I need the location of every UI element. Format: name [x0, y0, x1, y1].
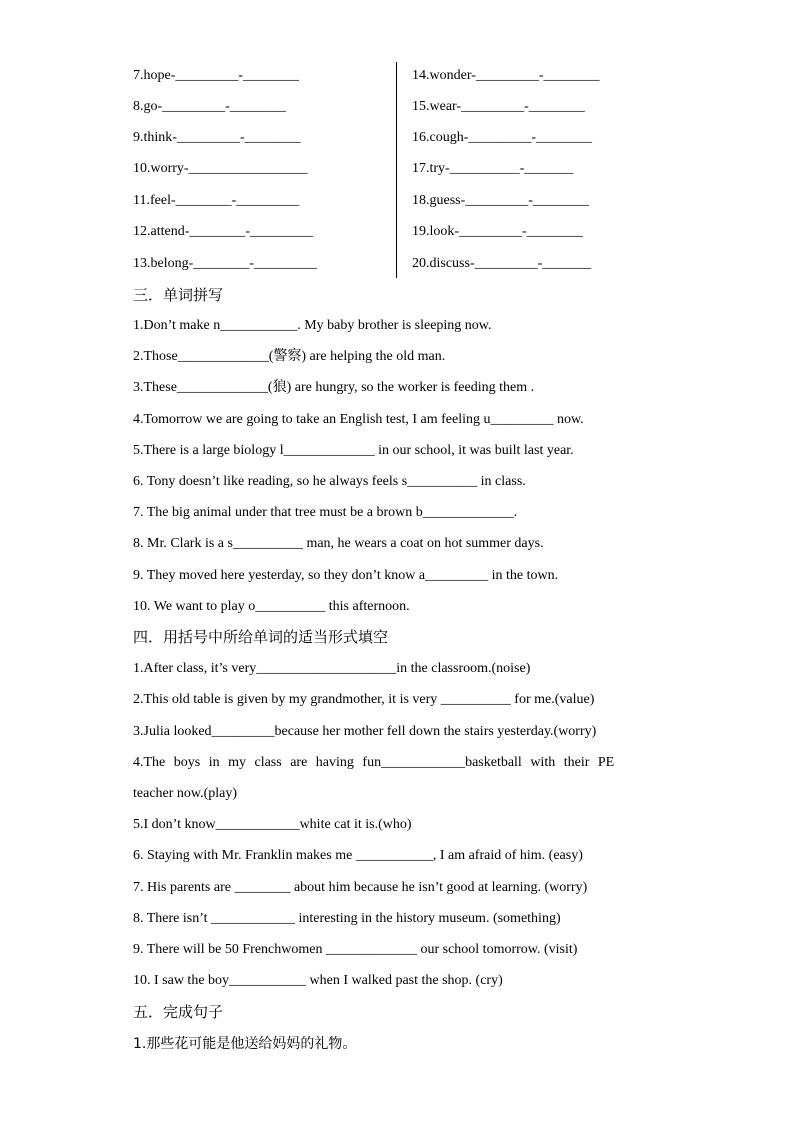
section-heading-complete-sentences: 五．完成句子	[133, 1003, 224, 1021]
exercise-item-continuation: teacher now.(play)	[133, 786, 238, 801]
section-heading-spelling: 三．单词拼写	[133, 286, 224, 304]
exercise-item: 7. The big animal under that tree must be a brown b_____________.	[133, 505, 518, 520]
verb-form-item: 19.look-_________-________	[412, 224, 583, 239]
verb-form-item: 9.think-_________-________	[133, 130, 301, 145]
exercise-item: 2.This old table is given by my grandmother, it is very __________ for me.(value)	[133, 692, 595, 707]
column-divider	[396, 62, 397, 278]
exercise-item: 3.These_____________(狼) are hungry, so the worker is feeding them .	[133, 380, 535, 395]
verb-form-item: 10.worry-_________________	[133, 161, 308, 176]
exercise-item: 6. Staying with Mr. Franklin makes me ___________, I am afraid of him. (easy)	[133, 848, 583, 863]
verb-form-item: 17.try-__________-_______	[412, 161, 574, 176]
verb-form-item: 7.hope-_________-________	[133, 68, 300, 83]
verb-form-item: 20.discuss-_________-_______	[412, 256, 592, 271]
exercise-item: 5.I don’t know____________white cat it is.(who)	[133, 817, 412, 832]
exercise-item: 8. Mr. Clark is a s__________ man, he wears a coat on hot summer days.	[133, 536, 544, 551]
exercise-item: 3.Julia looked_________because her mother fell down the stairs yesterday.(worry)	[133, 724, 597, 739]
exercise-item: 9. There will be 50 Frenchwomen _____________ our school tomorrow. (visit)	[133, 942, 578, 957]
exercise-item: 10. We want to play o__________ this afternoon.	[133, 599, 410, 614]
verb-form-item: 16.cough-_________-________	[412, 130, 593, 145]
exercise-item: 4.Tomorrow we are going to take an English test, I am feeling u_________ now.	[133, 412, 584, 427]
verb-form-item: 18.guess-_________-________	[412, 193, 589, 208]
verb-form-item: 12.attend-________-_________	[133, 224, 314, 239]
verb-form-item: 15.wear-_________-________	[412, 99, 585, 114]
exercise-item: 1.After class, it’s very____________________in the classroom.(noise)	[133, 661, 531, 676]
exercise-item: 9. They moved here yesterday, so they don’t know a_________ in the town.	[133, 568, 559, 583]
verb-form-item: 14.wonder-_________-________	[412, 68, 600, 83]
exercise-item: 4.The boys in my class are having fun____________basketball with their PE	[133, 755, 615, 770]
exercise-item: 1.那些花可能是他送给妈妈的礼物。	[133, 1036, 357, 1052]
verb-form-item: 8.go-_________-________	[133, 99, 286, 114]
exercise-item: 1.Don’t make n___________. My baby brother is sleeping now.	[133, 318, 492, 333]
exercise-item: 2.Those_____________(警察) are helping the old man.	[133, 349, 446, 364]
exercise-item: 8. There isn’t ____________ interesting in the history museum. (something)	[133, 911, 561, 926]
exercise-item: 7. His parents are ________ about him because he isn’t good at learning. (worry)	[133, 880, 588, 895]
exercise-item: 5.There is a large biology l_____________ in our school, it was built last year.	[133, 443, 574, 458]
verb-form-item: 13.belong-________-_________	[133, 256, 317, 271]
exercise-item: 10. I saw the boy___________ when I walked past the shop. (cry)	[133, 973, 503, 988]
verb-form-item: 11.feel-________-_________	[133, 193, 300, 208]
exercise-item: 6. Tony doesn’t like reading, so he always feels s__________ in class.	[133, 474, 526, 489]
section-heading-word-forms: 四．用括号中所给单词的适当形式填空	[133, 628, 389, 646]
